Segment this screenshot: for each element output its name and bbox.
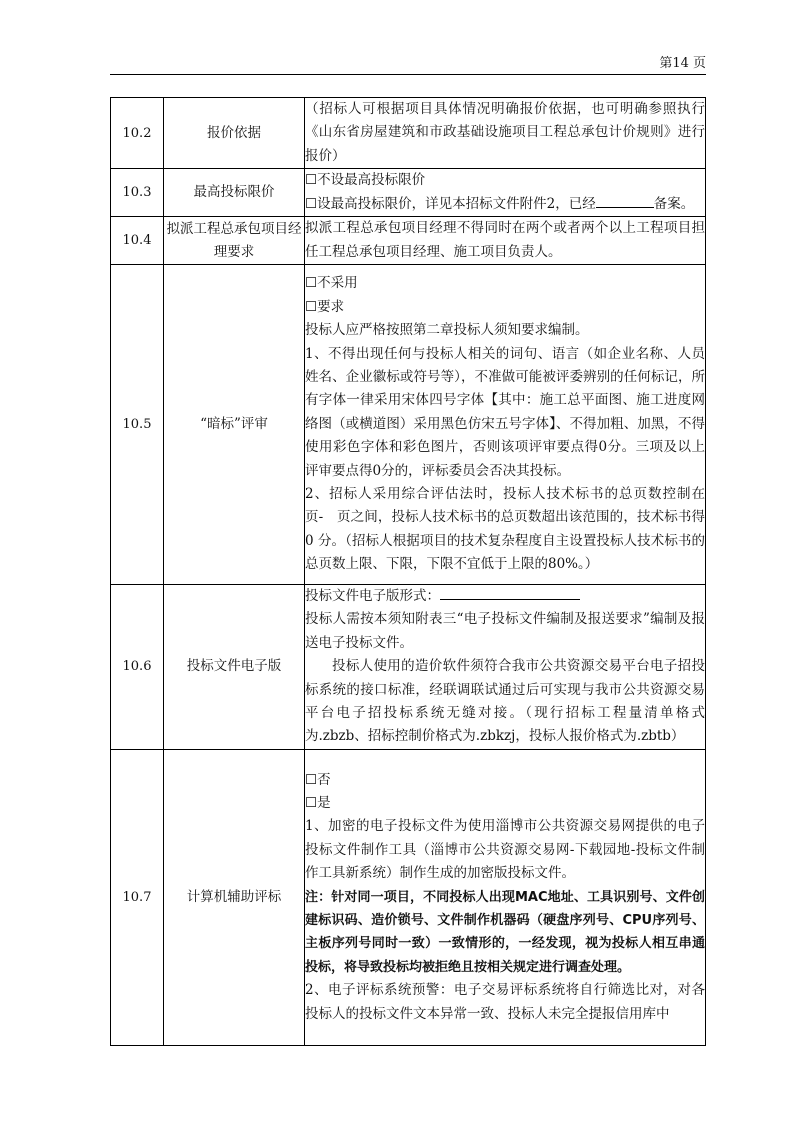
option-no: ☐否 bbox=[305, 771, 331, 788]
clause-content bbox=[305, 265, 719, 585]
option-no-limit: ☐不设最高投标限价 bbox=[305, 172, 426, 189]
option-require: ☐要求 bbox=[305, 298, 345, 315]
clause-content bbox=[305, 98, 706, 169]
clause-number: 10.5 bbox=[111, 265, 164, 585]
clause-item: “暗标”评审 bbox=[164, 265, 305, 585]
bid-data-table bbox=[110, 97, 719, 1046]
clause-number: 10.3 bbox=[111, 169, 164, 217]
option-set-limit: ☐设最高投标限价，详见本招标文件附件2，已经 备案。 bbox=[305, 193, 705, 216]
clause-item: 报价依据 bbox=[164, 98, 305, 169]
clause-content bbox=[305, 749, 706, 1045]
table-row bbox=[111, 749, 706, 1045]
clause-content bbox=[305, 169, 706, 217]
page-header bbox=[110, 48, 706, 75]
clause-number: 10.7 bbox=[111, 749, 164, 1045]
bold-note: 注：针对同一项目，不同投标人出现MAC地址、工具识别号、文件创建标识码、造价锁号、文件制作机器码（硬盘序列号、CPU序列号、主板序列号同时一致）一致情形的，一经发现，视为投标人相互串通投标，将导致投标均被拒绝且按相关规定进行调查处理。 bbox=[305, 889, 705, 975]
content-line: 投标人应严格按照第二章投标人须知要求编制。 bbox=[305, 322, 589, 339]
table-row bbox=[111, 98, 706, 169]
content-line: 2、招标人采用综合评估法时，投标人技术标书的总页数控制在 页- 页之间，投标人技术标书的总页数超出该范围的，技术标书得 0 分。（招标人根据项目的技术复杂程度自主设置投标人技术标书的总页数上限、下限，下限不宜低于上限的80%。） bbox=[305, 486, 719, 573]
table-row bbox=[111, 169, 706, 217]
content-line: （招标人可根据项目具体情况明确报价依据，也可明确参照执行《山东省房屋建筑和市政基础设施项目工程总承包计价规则》进行报价） bbox=[305, 101, 705, 164]
clause-number: 10.6 bbox=[111, 585, 164, 750]
table-row bbox=[111, 217, 706, 265]
content-line: 投标人需按本须知附表三“电子投标文件编制及报送要求”编制及报送电子投标文件。 bbox=[305, 611, 705, 651]
page-number: 第14 页 bbox=[659, 56, 706, 71]
content-line: 1、加密的电子投标文件为使用淄博市公共资源交易网提供的电子投标文件制作工具（淄博市公共资源交易网-下载园地-投标文件制作工具新系统）制作生成的加密版投标文件。 bbox=[305, 818, 705, 882]
clause-item: 拟派工程总承包项目经理要求 bbox=[164, 217, 305, 265]
option-yes: ☐是 bbox=[305, 795, 331, 812]
clause-number: 10.4 bbox=[111, 217, 164, 265]
content-line: 投标人使用的造价软件须符合我市公共资源交易平台电子招投标系统的接口标准，经联调联试通过后可实现与我市公共资源交易平台电子招投标系统无缝对接。（现行招标工程量清单格式为.zbzb、招标控制价格式为.zbkzj，投标人报价格式为.zbtb） bbox=[305, 658, 705, 745]
clause-item: 最高投标限价 bbox=[164, 169, 305, 217]
table-row bbox=[111, 265, 706, 585]
fill-blank bbox=[440, 585, 580, 600]
fill-blank bbox=[596, 193, 654, 208]
content-line: 拟派工程总承包项目经理不得同时在两个或者两个以上工程项目担任工程总承包项目经理、施工项目负责人。 bbox=[305, 220, 705, 260]
content-line: 2、电子评标系统预警：电子交易评标系统将自行筛选比对，对各投标人的投标文件文本异常一致、投标人未完全提报信用库中 bbox=[305, 982, 705, 1022]
option-not-adopt: ☐不采用 bbox=[305, 275, 358, 292]
clause-number: 10.2 bbox=[111, 98, 164, 169]
content-line: 1、不得出现任何与投标人相关的词句、语言（如企业名称、人员姓名、企业徽标或符号等），不准做可能被评委辨别的任何标记，所有字体一律采用宋体四号字体【其中：施工总平面图、施工进度网络图（或横道图）采用黑色仿宋五号字体】、不得加粗、加黑，不得使用彩色字体和彩色图片，否则该项评审要点得0分。三项及以上评审要点得0分的，评标委员会否决其投标。 bbox=[305, 345, 705, 479]
clause-content bbox=[305, 585, 706, 750]
clause-item: 计算机辅助评标 bbox=[164, 749, 305, 1045]
table-row bbox=[111, 585, 706, 750]
form-line: 投标文件电子版形式： bbox=[305, 585, 705, 608]
clause-item: 投标文件电子版 bbox=[164, 585, 305, 750]
clause-content bbox=[305, 217, 706, 265]
